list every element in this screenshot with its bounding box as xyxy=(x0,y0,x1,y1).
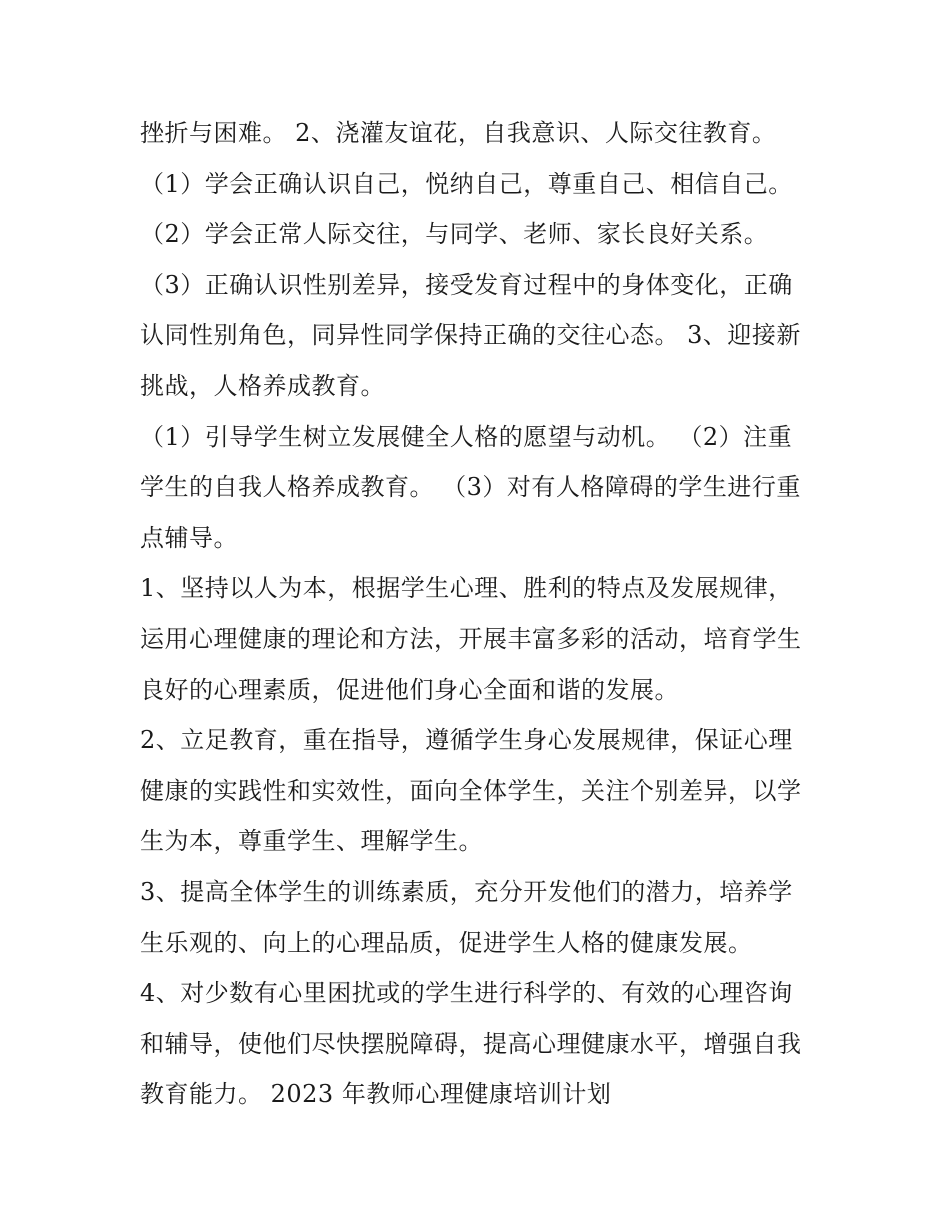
text-line: 4、对少数有心里困扰或的学生进行科学的、有效的心理咨询 xyxy=(140,979,793,1008)
text-line: 点辅导。 xyxy=(140,523,238,552)
text-line: 生乐观的、向上的心理品质，促进学生人格的健康发展。 xyxy=(140,928,753,957)
text-line: 挫折与困难。 2、浇灌友谊花，自我意识、人际交往教育。 xyxy=(140,119,777,147)
text-line: （1）学会正确认识自己，悦纳自己，尊重自己、相信自己。 xyxy=(140,169,793,198)
text-line: 认同性别角色，同异性同学保持正确的交往心态。 3、迎接新 xyxy=(140,321,801,350)
text-line: （3）正确认识性别差异，接受发育过程中的身体变化，正确 xyxy=(140,270,793,299)
text-line: 挑战，人格养成教育。 xyxy=(140,371,385,400)
text-line: 1、坚持以人为本，根据学生心理、胜利的特点及发展规律， xyxy=(140,574,793,603)
text-line: （1）引导学生树立发展健全人格的愿望与动机。 （2）注重 xyxy=(140,422,793,451)
text-line: 健康的实践性和实效性，面向全体学生，关注个别差异，以学 xyxy=(140,776,802,805)
body-text xyxy=(140,108,820,1120)
text-line: 3、提高全体学生的训练素质，充分开发他们的潜力，培养学 xyxy=(140,877,793,906)
text-line: 2、立足教育，重在指导，遵循学生身心发展规律，保证心理 xyxy=(140,726,793,755)
text-line: 生为本，尊重学生、理解学生。 xyxy=(140,827,483,856)
text-line: 学生的自我人格养成教育。 （3）对有人格障碍的学生进行重 xyxy=(140,473,801,502)
text-line: （2）学会正常人际交往，与同学、老师、家长良好关系。 xyxy=(140,220,769,249)
text-line: 良好的心理素质，促进他们身心全面和谐的发展。 xyxy=(140,675,679,704)
text-line: 运用心理健康的理论和方法，开展丰富多彩的活动，培育学生 xyxy=(140,624,802,653)
text-line: 和辅导，使他们尽快摆脱障碍，提高心理健康水平，增强自我 xyxy=(140,1029,802,1058)
text-line: 教育能力。 2023 年教师心理健康培训计划 xyxy=(140,1080,612,1109)
